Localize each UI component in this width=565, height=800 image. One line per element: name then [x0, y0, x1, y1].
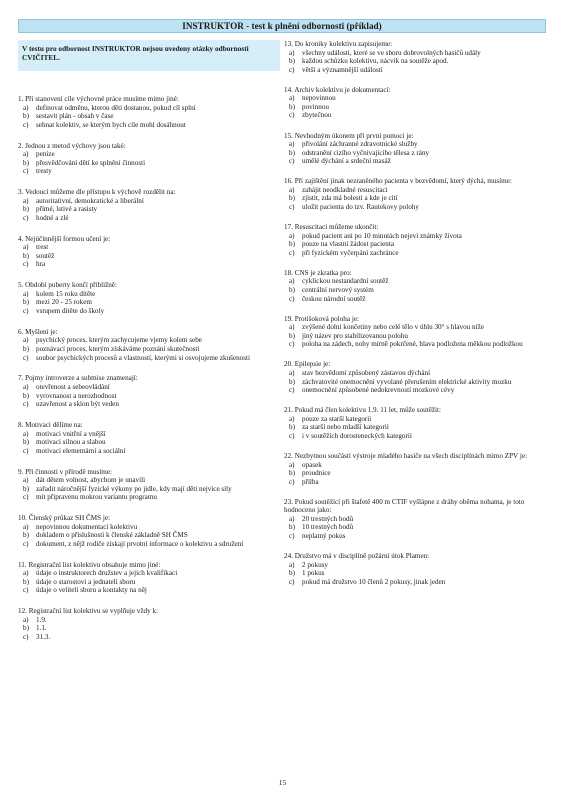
option-letter: c)	[289, 477, 295, 486]
option-letter: a)	[289, 94, 295, 103]
option-letter: b)	[289, 423, 295, 432]
answer-option	[18, 159, 280, 168]
question-list-left	[18, 95, 280, 642]
question-item	[284, 406, 546, 440]
answer-option	[18, 633, 280, 642]
option-text: motivaci silnou a slabou	[36, 438, 106, 447]
answer-option	[284, 461, 546, 470]
option-text: 2 pokusy	[302, 560, 328, 569]
answer-option	[284, 66, 546, 75]
option-letter: b)	[289, 377, 295, 386]
answer-option	[18, 150, 280, 159]
option-text: psychický proces, kterým zachycujeme vjemy kolem sebe	[36, 336, 202, 345]
option-letter: a)	[289, 369, 295, 378]
option-text: i v soutěžích dorosteneckých kategorií	[302, 431, 412, 440]
question-text: 18. CNS je zkratka pro:	[284, 268, 352, 277]
answer-option	[18, 121, 280, 130]
option-letter: a)	[289, 48, 295, 57]
option-text: uzavřenost a sklon být veden	[36, 400, 119, 409]
answer-option	[18, 447, 280, 456]
option-text: českou národní soutěž	[302, 294, 366, 303]
option-text: nepovinnou	[302, 94, 336, 103]
option-letter: b)	[289, 331, 295, 340]
question-text: 2. Jednou z metod výchovy jsou také:	[18, 141, 126, 150]
answer-option	[284, 478, 546, 487]
answer-option	[18, 569, 280, 578]
answer-option	[18, 586, 280, 595]
answer-option	[284, 103, 546, 112]
question-item	[18, 142, 280, 176]
answer-option	[18, 260, 280, 269]
option-text: odstranění cizího vyčnívajícího tělesa z rány	[302, 148, 430, 157]
question-text: 7. Pojmy introverze a submise znamenají:	[18, 374, 138, 383]
answer-option	[18, 523, 280, 532]
answer-option	[284, 561, 546, 570]
intro-note: V testu pro odbornost INSTRUKTOR nejsou uvedeny otázky odbornosti CVIČITEL.	[18, 40, 280, 71]
answer-option	[18, 290, 280, 299]
answer-option	[18, 624, 280, 633]
answer-option	[284, 386, 546, 395]
option-letter: c)	[23, 353, 29, 362]
option-letter: c)	[23, 586, 29, 595]
question-item	[18, 514, 280, 548]
option-letter: a)	[23, 336, 29, 345]
answer-option	[284, 515, 546, 524]
question-text: 15. Nevhodným úkonem při první pomoci je:	[284, 131, 414, 140]
option-text: zahájit neodkladné resuscitaci	[302, 185, 388, 194]
option-text: vstupem dítěte do školy	[36, 306, 105, 315]
question-text: 23. Pokud soutěžící při štafetě 400 m CTIF vyšlápne z dráhy oběma nohama, je toto hodnoceno jako:	[284, 497, 525, 515]
question-item	[18, 374, 280, 408]
question-item	[284, 498, 546, 541]
left-column	[18, 40, 280, 654]
option-letter: b)	[289, 194, 295, 203]
answer-option	[284, 49, 546, 58]
option-letter: b)	[23, 344, 29, 353]
option-letter: a)	[289, 231, 295, 240]
question-item	[18, 235, 280, 269]
option-text: onemocnění způsobené nedokrevností mozkové cévy	[302, 386, 455, 395]
option-letter: c)	[289, 294, 295, 303]
option-text: motivaci elementární a sociální	[36, 446, 126, 455]
answer-option	[18, 438, 280, 447]
question-item	[18, 561, 280, 595]
option-letter: b)	[289, 57, 295, 66]
option-text: motivaci vnitřní a vnější	[36, 429, 106, 438]
question-item	[18, 95, 280, 129]
option-text: přímé, lstivé a rasisty	[36, 205, 98, 214]
question-text: 3. Vedoucí můžeme dle přístupu k výchově rozdělit na:	[18, 188, 176, 197]
answer-option	[284, 578, 546, 587]
option-text: pouze za starší kategorii	[302, 414, 372, 423]
question-text: 16. Při zajištění jinak nezraněného pacienta v bezvědomí, který dýchá, musíme:	[284, 177, 512, 186]
answer-option	[284, 157, 546, 166]
answer-option	[284, 340, 546, 349]
option-letter: a)	[289, 460, 295, 469]
question-text: 17. Resuscitaci můžeme ukončit:	[284, 223, 379, 232]
option-text: všechny události, které se ve sboru dobrovolných hasičů udály	[302, 48, 481, 57]
question-text: 14. Archiv kolektivu je dokumentací:	[284, 85, 391, 94]
option-letter: a)	[23, 150, 29, 159]
question-text: 19. Protišoková poloha je:	[284, 314, 359, 323]
question-item	[284, 452, 546, 486]
answer-option	[18, 578, 280, 587]
right-column	[284, 40, 546, 598]
option-letter: b)	[23, 298, 29, 307]
option-text: kolem 15 roku dítěte	[36, 289, 96, 298]
option-letter: a)	[23, 103, 29, 112]
option-text: neplatný pokus	[302, 532, 346, 540]
question-item	[284, 132, 546, 166]
answer-option	[18, 485, 280, 494]
answer-option	[284, 140, 546, 149]
option-text: přesvědčování dětí ke splnění činnosti	[36, 158, 146, 167]
option-text: 1 pokus	[302, 569, 325, 578]
answer-option	[284, 569, 546, 578]
option-letter: a)	[289, 185, 295, 194]
question-item	[284, 269, 546, 303]
option-text: proudnice	[302, 469, 331, 478]
option-letter: b)	[23, 484, 29, 493]
option-text: údaje o instruktorech družstev a jejich kvalifikaci	[36, 569, 178, 578]
question-item	[18, 281, 280, 315]
option-letter: c)	[23, 167, 29, 176]
option-letter: b)	[23, 158, 29, 167]
option-text: centrální nervový systém	[302, 286, 374, 294]
answer-option	[18, 354, 280, 363]
option-text: pokud pacient ani po 10 minutách nejeví známky života	[302, 231, 462, 240]
answer-option	[284, 423, 546, 432]
option-letter: c)	[23, 260, 29, 269]
option-text: umělé dýchání a srdeční masáž	[302, 157, 391, 166]
option-text: dokument, z nějž rodiče získají prvotní informace o kolektivu a sdružení	[36, 539, 244, 548]
question-item	[18, 468, 280, 502]
answer-option	[284, 469, 546, 478]
answer-option	[18, 531, 280, 540]
option-letter: b)	[23, 438, 29, 447]
option-letter: b)	[289, 286, 295, 294]
question-text: 21. Pokud má člen kolektivu 1.9. 11 let, může soutěžit:	[284, 406, 441, 415]
answer-option	[18, 298, 280, 307]
option-text: pokud má družstvo 10 členů 2 pokusy, jinak jeden	[302, 577, 446, 586]
option-text: 10 trestných bodů	[302, 523, 354, 532]
option-letter: b)	[23, 531, 29, 540]
answer-option	[18, 336, 280, 345]
question-text: 9. Při činnosti v přírodě musíme:	[18, 467, 113, 476]
answer-option	[284, 332, 546, 341]
option-letter: b)	[23, 577, 29, 586]
answer-option	[18, 243, 280, 252]
option-letter: c)	[23, 446, 29, 455]
option-text: mezi 20 - 25 rokem	[36, 298, 92, 307]
option-letter: c)	[289, 431, 295, 440]
question-item	[284, 360, 546, 394]
option-letter: a)	[289, 560, 295, 569]
option-text: vyrovnanost a nerozhodnost	[36, 391, 117, 400]
option-letter: a)	[289, 514, 295, 523]
answer-option	[18, 345, 280, 354]
option-letter: a)	[23, 615, 29, 624]
option-letter: a)	[23, 429, 29, 438]
option-letter: b)	[23, 112, 29, 121]
option-text: dokladem o příslušnosti k členské základně SH ČMS	[36, 531, 188, 540]
answer-option	[18, 392, 280, 401]
answer-option	[18, 430, 280, 439]
option-text: 1.9.	[36, 615, 47, 624]
option-letter: a)	[23, 569, 29, 578]
option-text: sestavit plán - obsah v čase	[36, 112, 114, 121]
option-letter: a)	[289, 277, 295, 286]
option-letter: a)	[289, 323, 295, 332]
question-text: 12. Registrační list kolektivu se vyplňuje vždy k:	[18, 607, 159, 616]
answer-option	[284, 277, 546, 286]
answer-option	[18, 167, 280, 176]
question-text: 5. Období puberty končí přibližně:	[18, 281, 117, 290]
option-text: zbytečnou	[302, 111, 332, 120]
answer-option	[284, 415, 546, 424]
option-letter: c)	[23, 633, 29, 641]
option-letter: c)	[289, 157, 295, 166]
option-letter: a)	[23, 196, 29, 205]
question-item	[284, 86, 546, 120]
answer-option	[284, 57, 546, 66]
answer-option	[18, 104, 280, 113]
answer-option	[284, 432, 546, 441]
answer-option	[18, 400, 280, 409]
option-letter: b)	[289, 240, 295, 249]
option-letter: c)	[23, 120, 29, 129]
option-letter: c)	[23, 213, 29, 222]
answer-option	[284, 295, 546, 304]
option-text: zařadit náročnější fyzické výkony po jídle, kdy mají děti nejvíce síly	[36, 484, 232, 493]
option-letter: a)	[289, 140, 295, 149]
option-text: údaje o veliteli sboru a kontakty na něj	[36, 586, 147, 595]
question-text: 13. Do kroniky kolektivu zapisujeme:	[284, 40, 393, 48]
option-text: soubor psychických procesů a vlastností, kterými si osvojujeme zkušenosti	[36, 353, 250, 362]
answer-option	[18, 214, 280, 223]
question-text: 11. Registrační list kolektivu obsahuje mimo jiné:	[18, 560, 161, 569]
option-text: trest	[36, 243, 49, 252]
option-letter: c)	[23, 306, 29, 315]
option-text: opasek	[302, 460, 322, 469]
option-text: 1.1.	[36, 624, 47, 633]
option-text: nepovinnou dokumentací kolektivu	[36, 522, 138, 531]
question-list-right	[284, 40, 546, 586]
option-text: mít připravenu mokrou variantu programu	[36, 493, 157, 502]
option-letter: a)	[23, 383, 29, 392]
option-text: větší a významnější události	[302, 65, 383, 74]
option-text: poloha na zádech, nohy mírně pokrčené, hlava podložena měkkou podložkou	[302, 340, 523, 349]
answer-option	[18, 112, 280, 121]
answer-option	[284, 203, 546, 212]
option-text: uložit pacienta do tzv. Rautekovy polohy	[302, 202, 419, 211]
option-letter: c)	[289, 340, 295, 349]
option-letter: b)	[289, 569, 295, 578]
question-text: 20. Epilepsie je:	[284, 360, 331, 369]
question-item	[18, 421, 280, 455]
option-text: otevřenost a sebeovládání	[36, 383, 110, 392]
option-text: pouze na vlastní žádost pacienta	[302, 240, 394, 249]
option-letter: b)	[23, 391, 29, 400]
answer-option	[284, 378, 546, 387]
option-letter: b)	[289, 469, 295, 478]
answer-option	[284, 232, 546, 241]
option-text: přilba	[302, 477, 319, 486]
option-text: soutěž	[36, 251, 55, 260]
page-number: 15	[278, 778, 287, 787]
answer-option	[284, 111, 546, 120]
question-text: 10. Členský průkaz SH ČMS je:	[18, 514, 111, 523]
option-letter: c)	[289, 386, 295, 395]
option-text: cyklickou nestandardní soutěž	[302, 277, 389, 286]
option-text: 20 trestných bodů	[302, 514, 354, 523]
option-letter: b)	[23, 205, 29, 214]
answer-option	[284, 240, 546, 249]
option-letter: b)	[23, 251, 29, 260]
option-letter: c)	[289, 248, 295, 257]
answer-option	[18, 493, 280, 502]
answer-option	[284, 523, 546, 532]
option-letter: b)	[23, 624, 29, 633]
answer-option	[18, 205, 280, 214]
option-text: definovat odměnu, kterou děti dostanou, pokud cíl splní	[36, 103, 196, 112]
option-text: 31.3.	[36, 633, 51, 641]
option-letter: c)	[23, 493, 29, 502]
option-letter: c)	[289, 111, 295, 120]
question-text: 24. Družstvo má v disciplíně požární útok Plamen:	[284, 552, 430, 561]
answer-option	[284, 323, 546, 332]
question-text: 1. Při stanovení cíle výchovné práce musíme mimo jiné:	[18, 95, 179, 103]
option-letter: a)	[289, 414, 295, 423]
question-item	[284, 223, 546, 257]
answer-option	[284, 286, 546, 295]
answer-option	[284, 249, 546, 258]
option-letter: b)	[289, 523, 295, 532]
option-letter: b)	[289, 102, 295, 111]
option-letter: a)	[23, 476, 29, 485]
answer-option	[18, 197, 280, 206]
answer-option	[18, 252, 280, 261]
answer-option	[284, 94, 546, 103]
question-text: 8. Motivaci dělíme na:	[18, 421, 83, 430]
option-text: peníze	[36, 150, 55, 159]
question-item	[284, 315, 546, 349]
option-letter: c)	[289, 65, 295, 74]
question-text: 6. Myšlení je:	[18, 327, 58, 336]
option-text: stav bezvědomí způsobený zástavou dýchání	[302, 369, 431, 378]
answer-option	[284, 194, 546, 203]
answer-option	[284, 186, 546, 195]
option-text: za starší nebo mladší kategorii	[302, 423, 389, 432]
option-letter: a)	[23, 289, 29, 298]
answer-option	[18, 476, 280, 485]
question-item	[18, 188, 280, 222]
answer-option	[18, 383, 280, 392]
option-text: hra	[36, 260, 46, 269]
option-letter: a)	[23, 522, 29, 531]
option-letter: c)	[23, 539, 29, 548]
option-letter: c)	[289, 577, 295, 586]
option-text: povinnou	[302, 102, 329, 111]
question-item	[284, 40, 546, 74]
option-text: každou schůzku kolektivu, nácvik na soutěže apod.	[302, 57, 449, 66]
option-text: poznávací proces, kterým získáváme poznání skutečnosti	[36, 344, 200, 353]
option-letter: c)	[289, 532, 295, 540]
option-text: při fyzickém vyčerpání zachránce	[302, 248, 399, 257]
option-text: sehnat kolektiv, se kterým bych cíle mohl dosáhnout	[36, 120, 186, 129]
question-item	[284, 552, 546, 586]
option-text: záchvatovité onemocnění vyvolané přerušením elektrické aktivity mozku	[302, 377, 512, 386]
answer-option	[284, 369, 546, 378]
answer-option	[18, 616, 280, 625]
question-text: 4. Nejúčinnější formou učení je:	[18, 234, 111, 243]
option-text: dát dětem volnost, abychom je unavili	[36, 476, 146, 485]
page-title: INSTRUKTOR - test k plnění odbornosti (příklad)	[18, 19, 546, 33]
option-letter: c)	[23, 400, 29, 409]
option-text: přivolání záchranné zdravotnické služby	[302, 140, 418, 149]
option-text: jiný název pro stabilizovanou polohu	[302, 331, 408, 340]
option-text: zjistit, zda má bolesti a kde je cítí	[302, 194, 398, 203]
answer-option	[284, 149, 546, 158]
option-text: hodné a zlé	[36, 213, 69, 222]
question-item	[18, 607, 280, 641]
option-letter: a)	[23, 243, 29, 252]
answer-option	[284, 532, 546, 541]
option-text: autoritativní, demokratické a liberální	[36, 196, 144, 205]
question-item	[284, 177, 546, 211]
option-text: tresty	[36, 167, 52, 176]
option-letter: c)	[289, 202, 295, 211]
option-text: zvýšené dolní končetiny nebo celé tělo v úhlu 30° s hlavou níže	[302, 323, 484, 332]
question-text: 22. Nezbytnou součástí výstroje mladého hasiče na všech disciplínách mimo ZPV je:	[284, 452, 527, 461]
answer-option	[18, 540, 280, 549]
question-item	[18, 328, 280, 362]
answer-option	[18, 307, 280, 316]
option-text: údaje o starostovi a jednateli sboru	[36, 577, 136, 586]
option-letter: b)	[289, 148, 295, 157]
